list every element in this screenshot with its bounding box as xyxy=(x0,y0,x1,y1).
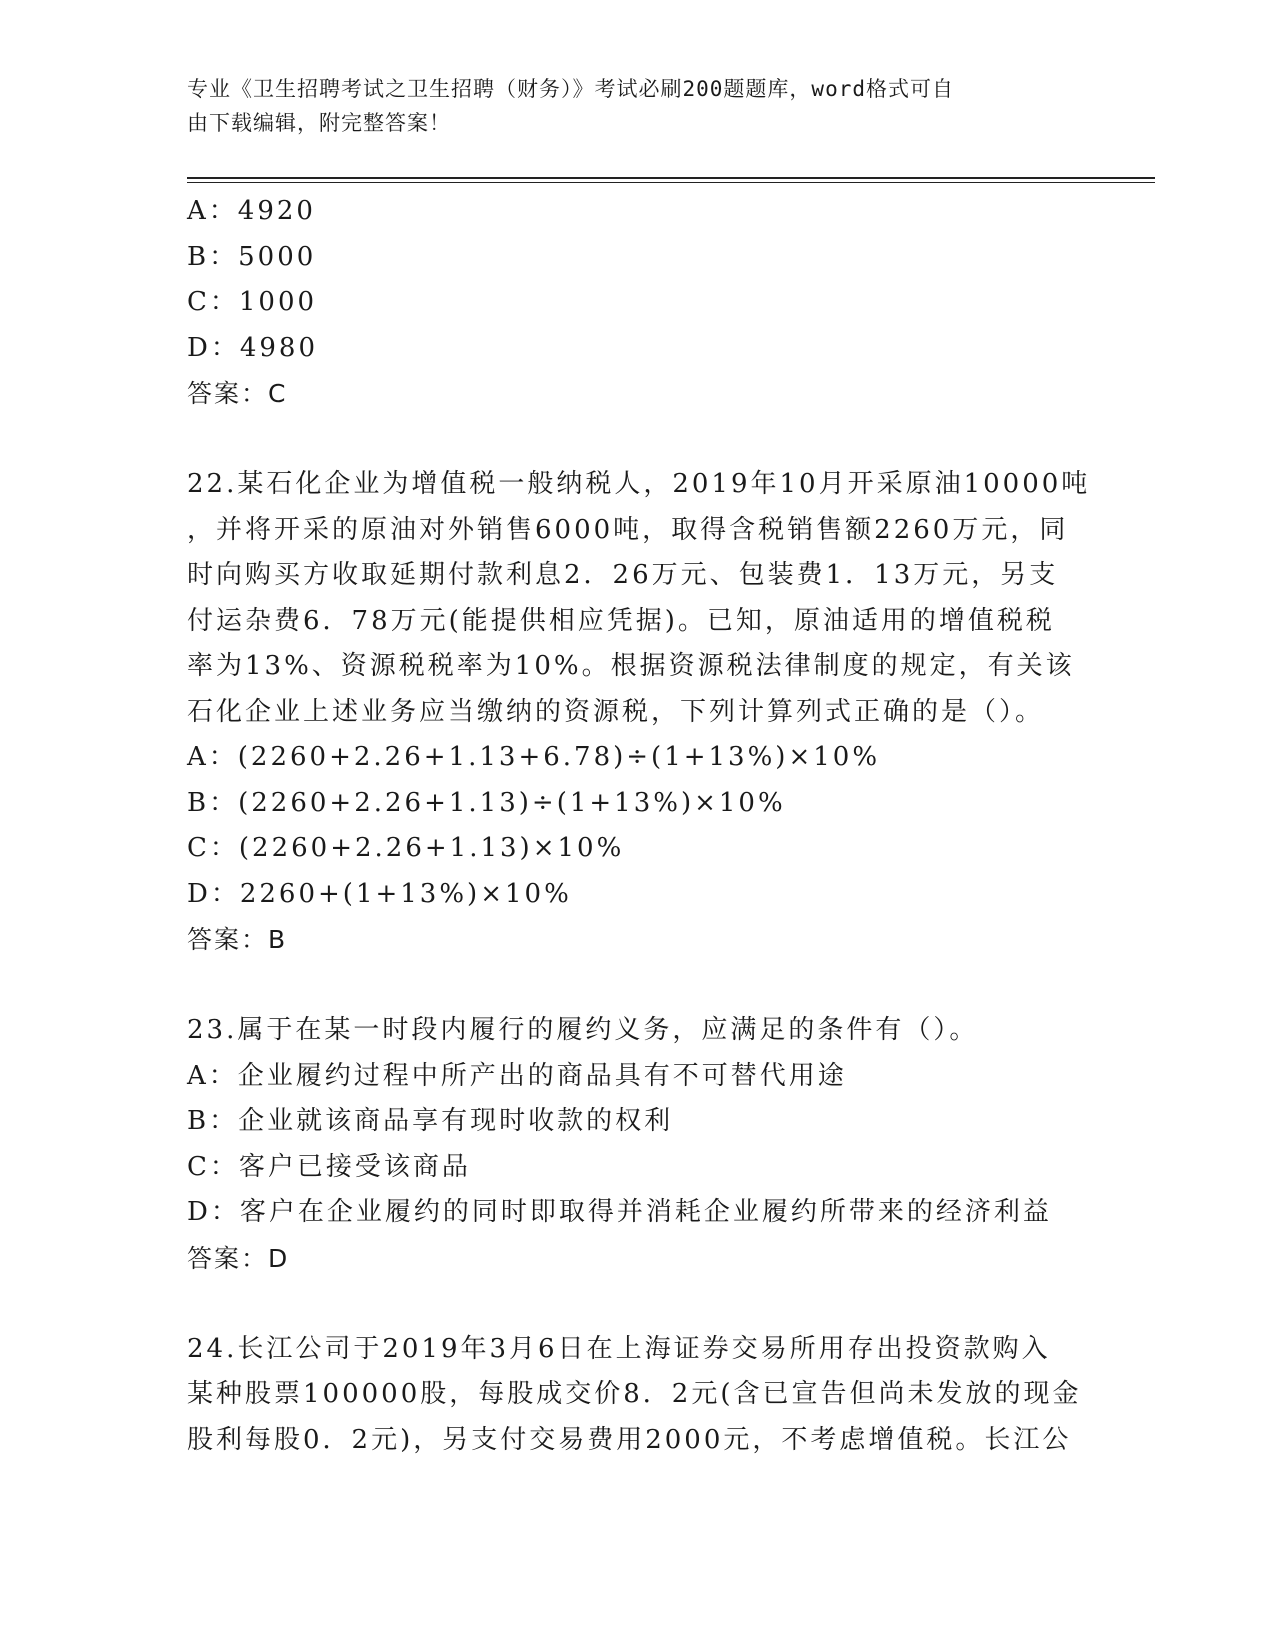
option-a: A：(2260+2.26+1.13+6.78)÷(1+13%)×10% xyxy=(187,742,881,772)
header-line-1: 专业《卫生招聘考试之卫生招聘（财务）》考试必刷200题题库，word格式可自 xyxy=(187,77,954,101)
spacer xyxy=(187,417,1087,463)
question-24 xyxy=(187,1327,1087,1464)
question-text-line: 石化企业上述业务应当缴纳的资源税，下列计算列式正确的是（）。 xyxy=(187,696,1045,727)
option-b: B：企业就该商品享有现时收款的权利 xyxy=(187,1106,674,1136)
answer-21: 答案：C xyxy=(187,379,288,408)
page-header xyxy=(187,72,1067,140)
question-text-line: 23.属于在某一时段内履行的履约义务，应满足的条件有（）。 xyxy=(187,1015,979,1045)
question-text-line: 24.长江公司于2019年3月6日在上海证券交易所用存出投资款购入 xyxy=(187,1333,1051,1364)
question-text-line: 率为13%、资源税税率为10%。根据资源税法律制度的规定，有关该 xyxy=(187,651,1075,681)
question-23 xyxy=(187,1008,1087,1281)
answer-22: 答案：B xyxy=(187,925,288,954)
header-divider-thin xyxy=(187,182,1155,183)
spacer xyxy=(187,1281,1087,1327)
question-text-line: ，并将开采的原油对外销售6000吨，取得含税销售额2260万元，同 xyxy=(187,514,1069,545)
option-c: C：1000 xyxy=(187,287,318,317)
option-d: D：2260+(1+13%)×10% xyxy=(187,878,572,909)
option-c: C：(2260+2.26+1.13)×10% xyxy=(187,833,625,863)
question-text-line: 付运杂费6．78万元(能提供相应凭据)。已知，原油适用的增值税税 xyxy=(187,605,1055,636)
header-divider-thick xyxy=(187,177,1155,179)
option-b: B：(2260+2.26+1.13)÷(1+13%)×10% xyxy=(187,787,786,818)
option-c: C：客户已接受该商品 xyxy=(187,1151,471,1182)
question-21 xyxy=(187,189,1087,417)
spacer xyxy=(187,963,1087,1009)
option-d: D：客户在企业履约的同时即取得并消耗企业履约所带来的经济利益 xyxy=(187,1197,1052,1227)
answer-23: 答案：D xyxy=(187,1243,290,1273)
option-a: A：4920 xyxy=(187,196,316,226)
option-d: D：4980 xyxy=(187,332,319,363)
header-line-2: 由下载编辑，附完整答案！ xyxy=(187,111,451,135)
question-text-line: 时向购买方收取延期付款利息2．26万元、包装费1．13万元，另支 xyxy=(187,560,1059,590)
question-text-line: 股利每股0．2元)，另支付交易费用2000元，不考虑增值税。长江公 xyxy=(187,1424,1072,1455)
question-content xyxy=(187,189,1091,1463)
option-b: B：5000 xyxy=(187,241,317,272)
option-a: A：企业履约过程中所产出的商品具有不可替代用途 xyxy=(187,1060,847,1091)
question-text-line: 22.某石化企业为增值税一般纳税人，2019年10月开采原油10000吨 xyxy=(187,469,1091,499)
question-22 xyxy=(187,462,1091,963)
question-text-line: 某种股票100000股，每股成交价8．2元(含已宣告但尚未发放的现金 xyxy=(187,1379,1082,1409)
